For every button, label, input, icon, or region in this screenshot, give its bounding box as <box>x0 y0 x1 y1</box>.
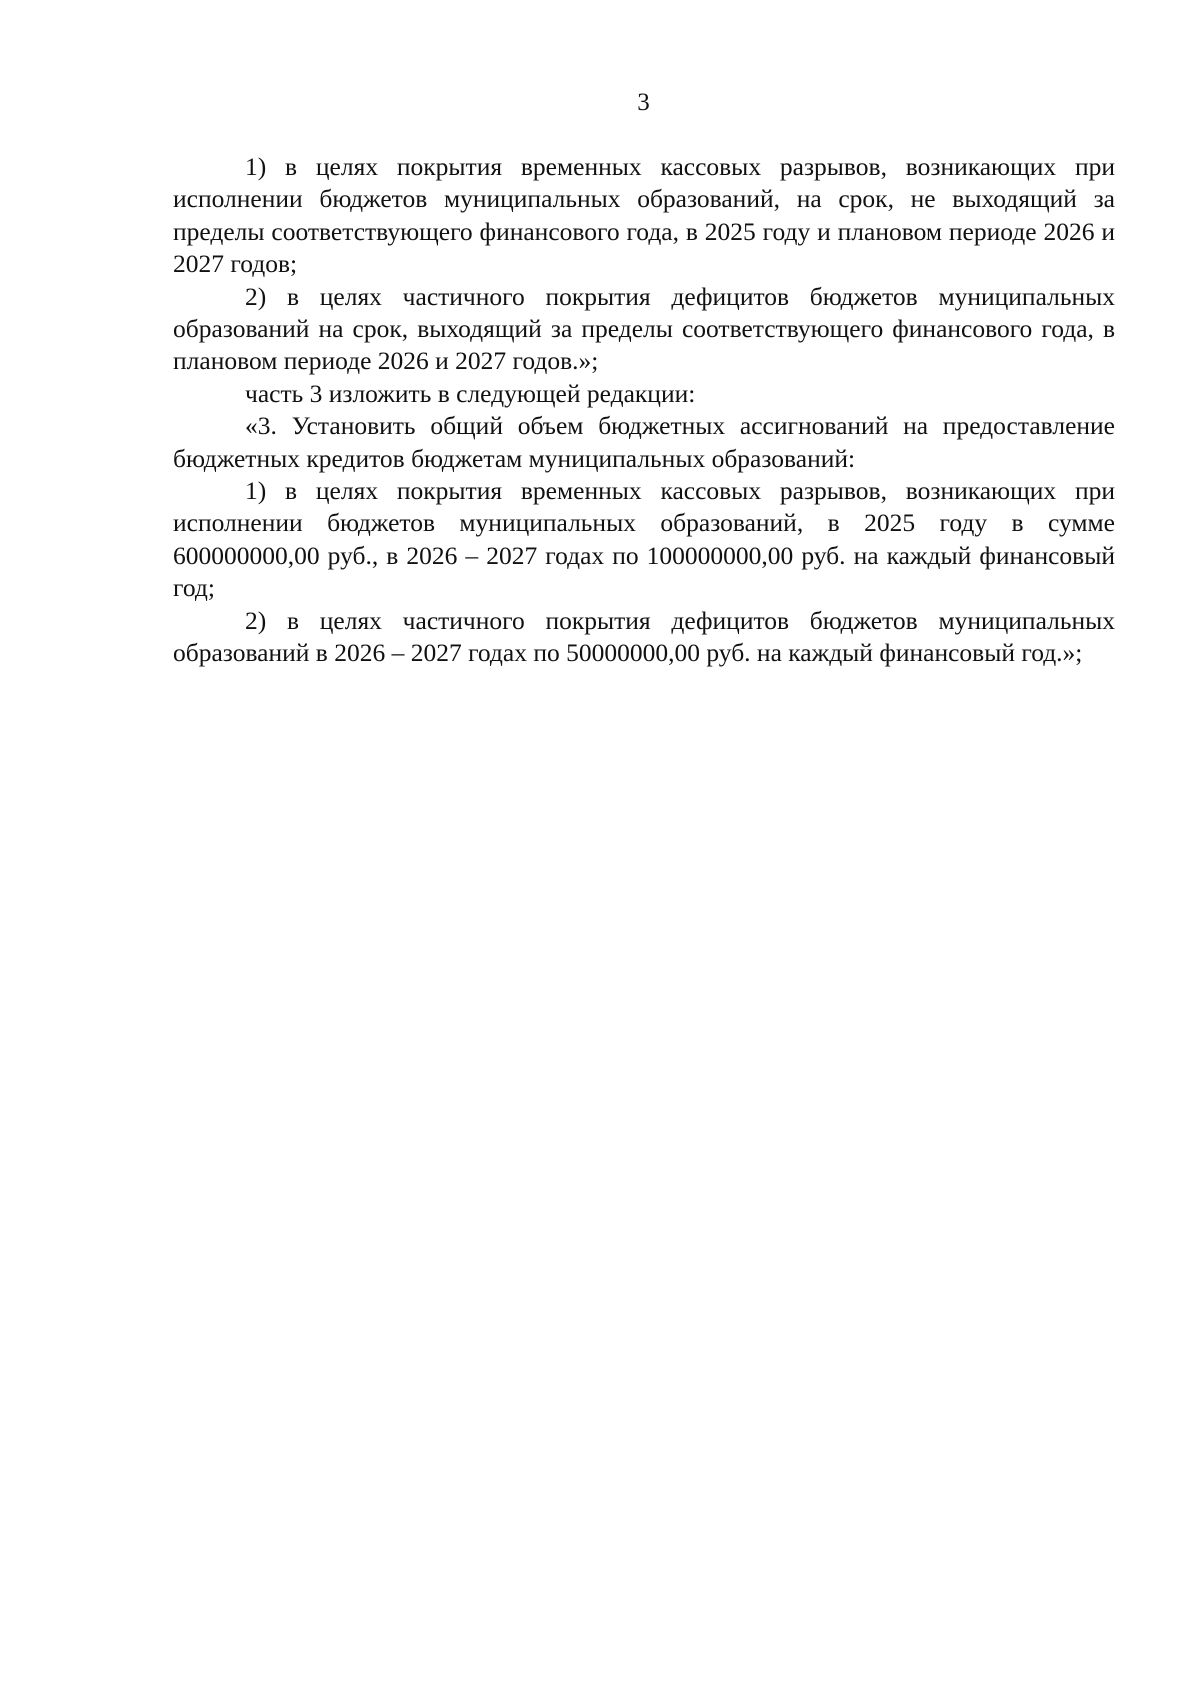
paragraph-part-3-text: «3. Установить общий объем бюджетных ассигнований на предоставление бюджетных кредитов бюджетам муниципальных образований: <box>173 411 1115 473</box>
document-body <box>173 151 1115 670</box>
paragraph-part-3-instruction: часть 3 изложить в следующей редакции: <box>245 378 696 408</box>
paragraph-item-2-amounts: 2) в целях частичного покрытия дефицитов бюджетов муниципальных образований в 2026 – 2027 годах по 50000000,00 руб. на каждый финансовый год.»; <box>173 605 1115 668</box>
page-number: 3 <box>637 89 650 116</box>
paragraph-item-1-amounts: 1) в целях покрытия временных кассовых разрывов, возникающих при исполнении бюджетов муниципальных образований, в 2025 году в сумме 600000000,00 руб., в 2026 – 2027 годах по 100000000,00 руб. на каждый финансовый год; <box>173 476 1115 603</box>
paragraph-item-2-deficit-coverage: 2) в целях частичного покрытия дефицитов бюджетов муниципальных образований на срок, выходящий за пределы соответствующего финансового года, в плановом периоде 2026 и 2027 годов.»; <box>173 281 1115 376</box>
paragraph-item-1-temporary-gaps: 1) в целях покрытия временных кассовых разрывов, возникающих при исполнении бюджетов муниципальных образований, на срок, не выходящий за пределы соответствующего финансового года, в 2025 году и плановом периоде 2026 и 2027 годов; <box>173 152 1115 279</box>
